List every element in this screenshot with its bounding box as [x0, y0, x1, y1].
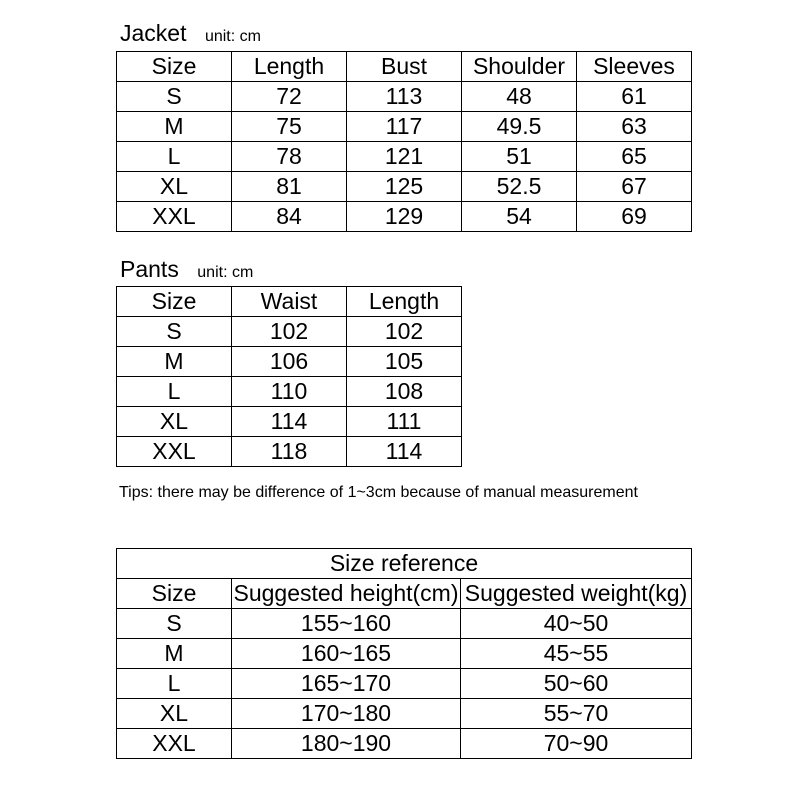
table-cell: 180~190 — [232, 729, 461, 759]
table-cell: 114 — [347, 437, 462, 467]
table-header-row — [117, 52, 692, 82]
table-cell: L — [117, 142, 232, 172]
table-cell: S — [117, 317, 232, 347]
table-cell: 117 — [347, 112, 462, 142]
table-row — [117, 407, 462, 437]
table-cell: 155~160 — [232, 609, 461, 639]
table-row — [117, 347, 462, 377]
table-cell: 121 — [347, 142, 462, 172]
table-cell: 48 — [462, 82, 577, 112]
pants-heading: Pants — [120, 256, 179, 282]
header-cell: Sleeves — [577, 52, 692, 82]
table-cell: XXL — [117, 729, 232, 759]
table-row — [117, 172, 692, 202]
table-cell: 61 — [577, 82, 692, 112]
table-row — [117, 377, 462, 407]
table-row — [117, 112, 692, 142]
pants-unit: unit: cm — [197, 264, 254, 281]
table-header-row — [117, 579, 692, 609]
jacket-unit: unit: cm — [204, 28, 261, 45]
table-cell: XL — [117, 407, 232, 437]
table-cell: 108 — [347, 377, 462, 407]
table-cell: M — [117, 112, 232, 142]
table-cell: XL — [117, 172, 232, 202]
jacket-title — [120, 20, 261, 47]
table-cell: 45~55 — [461, 639, 692, 669]
header-cell: Waist — [232, 287, 347, 317]
table-cell: S — [117, 609, 232, 639]
table-row — [117, 669, 692, 699]
table-cell: 55~70 — [461, 699, 692, 729]
table-cell: 63 — [577, 112, 692, 142]
table-row — [117, 729, 692, 759]
table-cell: 118 — [232, 437, 347, 467]
table-cell: 65 — [577, 142, 692, 172]
table-cell: XL — [117, 699, 232, 729]
table-cell: 111 — [347, 407, 462, 437]
table-cell: 102 — [232, 317, 347, 347]
header-cell: Shoulder — [462, 52, 577, 82]
table-cell: 165~170 — [232, 669, 461, 699]
table-cell: 114 — [232, 407, 347, 437]
table-cell: 69 — [577, 202, 692, 232]
table-cell: XXL — [117, 437, 232, 467]
table-row — [117, 82, 692, 112]
table-cell: 70~90 — [461, 729, 692, 759]
table-cell: 129 — [347, 202, 462, 232]
table-cell: 72 — [232, 82, 347, 112]
table-cell: 49.5 — [462, 112, 577, 142]
table-cell: 102 — [347, 317, 462, 347]
table-cell: 67 — [577, 172, 692, 202]
table-cell: 113 — [347, 82, 462, 112]
table-row — [117, 317, 462, 347]
header-cell: Size — [117, 52, 232, 82]
table-cell: XXL — [117, 202, 232, 232]
table-cell: M — [117, 639, 232, 669]
table-cell: 54 — [462, 202, 577, 232]
table-cell: 84 — [232, 202, 347, 232]
table-cell: 40~50 — [461, 609, 692, 639]
table-header-row — [117, 287, 462, 317]
jacket-size-table — [116, 51, 692, 232]
measurement-tips: Tips: there may be difference of 1~3cm because of manual measurement — [119, 484, 638, 501]
table-row — [117, 202, 692, 232]
table-row — [117, 142, 692, 172]
table-row — [117, 609, 692, 639]
table-cell: 105 — [347, 347, 462, 377]
header-cell: Suggested height(cm) — [232, 579, 461, 609]
table-cell: 50~60 — [461, 669, 692, 699]
table-cell: 106 — [232, 347, 347, 377]
table-cell: L — [117, 377, 232, 407]
table-cell: 110 — [232, 377, 347, 407]
table-cell: L — [117, 669, 232, 699]
pants-size-table — [116, 286, 462, 467]
table-cell: 52.5 — [462, 172, 577, 202]
table-cell: M — [117, 347, 232, 377]
table-row — [117, 699, 692, 729]
table-cell: 51 — [462, 142, 577, 172]
table-cell: 81 — [232, 172, 347, 202]
table-cell: 170~180 — [232, 699, 461, 729]
table-cell: 78 — [232, 142, 347, 172]
header-cell: Length — [347, 287, 462, 317]
header-cell: Bust — [347, 52, 462, 82]
table-cell: 125 — [347, 172, 462, 202]
table-caption-row — [117, 549, 692, 579]
table-row — [117, 437, 462, 467]
table-cell: 75 — [232, 112, 347, 142]
size-reference-table — [116, 548, 692, 759]
pants-title — [120, 256, 253, 283]
table-cell: 160~165 — [232, 639, 461, 669]
header-cell: Size — [117, 579, 232, 609]
table-cell: S — [117, 82, 232, 112]
header-cell: Length — [232, 52, 347, 82]
size-reference-caption: Size reference — [117, 549, 692, 579]
header-cell: Size — [117, 287, 232, 317]
header-cell: Suggested weight(kg) — [461, 579, 692, 609]
jacket-heading: Jacket — [120, 20, 187, 46]
table-row — [117, 639, 692, 669]
